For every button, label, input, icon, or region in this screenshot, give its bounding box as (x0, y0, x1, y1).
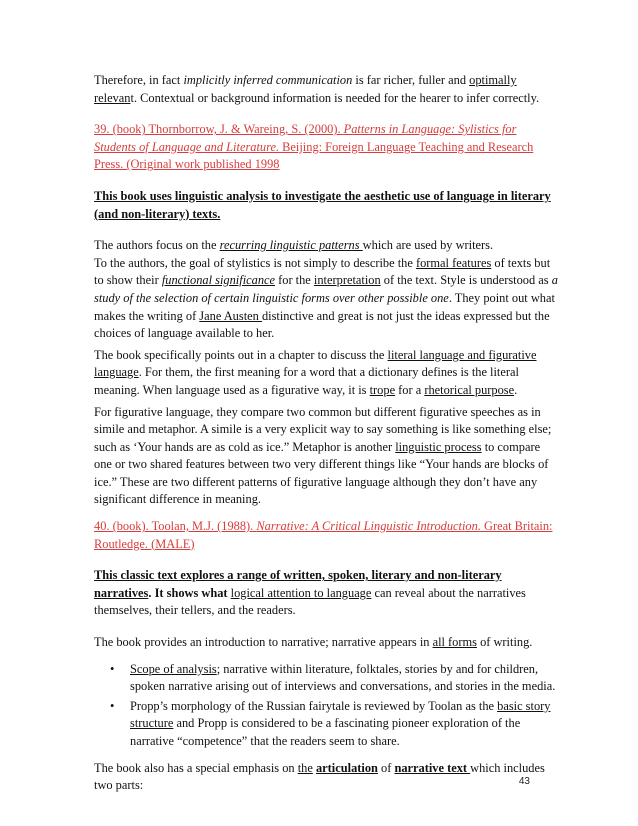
paragraph-classic-text: This classic text explores a range of written, spoken, literary and non-literary narratives. It shows what logical attention to language can reveal about the narratives themselves, their tellers, and the readers. (94, 568, 526, 618)
bullet-icon: • (110, 661, 115, 676)
reference-40: 40. (book). Toolan, M.J. (1988). Narrative: A Critical Linguistic Introduction. Great Britain: Routledge. (MALE) (94, 519, 553, 551)
bullet-icon: • (110, 698, 115, 713)
page-number: 43 (518, 776, 530, 787)
bullet-list (94, 661, 558, 751)
paragraph-figurative-language: For figurative language, they compare two common but different figurative speeches as in simile and metaphor. A simile is a very explicit way to say something is like something else; such as ‘Your hands are as cold as ice.” Metaphor is another linguistic process to compare one or two shared features between two very different things like “Your hands are blocks of ice.” These are two different patterns of figurative language although they don’t have any significant difference in meaning. (94, 404, 552, 507)
emphasis-text: implicitly inferred communication (183, 73, 353, 87)
summary-heading-39: This book uses linguistic analysis to investigate the aesthetic use of language in literary (and non-literary) texts. (94, 188, 551, 221)
reference-title: Patterns in Language: Sylistics for Students of Language and Literature. (94, 122, 517, 154)
reference-title: Narrative: A Critical Linguistic Introduction. (256, 519, 481, 534)
list-item: • Scope of analysis; narrative within literature, folktales, stories by and for children, spoken narrative arising out of interviews and conversations, and stories in the media. (110, 661, 556, 694)
paragraph-inferred-communication: Therefore, in fact implicitly inferred communication is far richer, fuller and optimally relevant. Contextual or background information is needed for the hearer to infer correctly. (94, 73, 540, 105)
reference-39: 39. (book) Thornborrow, J. & Wareing, S. (2000). Patterns in Language: Sylistics for Students of Language and Literature. Beijing: Foreign Language Teaching and Research Press. (Original work published 1998 (94, 122, 534, 172)
paragraph-narrative-intro: The book provides an introduction to narrative; narrative appears in all forms of writing. (94, 635, 533, 650)
paragraph-literal-language: The book specifically points out in a chapter to discuss the literal language and figurative language. For them, the first meaning for a word that a dictionary defines is the literal meaning. When language used as a figurative way, it is trope for a rhetorical purpose. (94, 347, 537, 397)
paragraph-authors-focus: The authors focus on the recurring linguistic patterns which are used by writers. To the authors, the goal of stylistics is not simply to describe the formal features of texts but to show their functional significance for the interpretation of the text. Style is understood as a study of the selection of certain linguistic forms over other possible one. They point out what makes the writing of Jane Austen distinctive and great is not just the ideas expressed but the choices of language available to her. (94, 238, 558, 341)
list-item: • Propp’s morphology of the Russian fairytale is reviewed by Toolan as the basic story structure and Propp is considered to be a fascinating pioneer exploration of the narrative “competence” that the readers seem to share. (110, 698, 551, 748)
underlined-text: optimally relevan (94, 73, 517, 105)
paragraph-articulation: The book also has a special emphasis on the articulation of narrative text which includes two parts: (94, 760, 545, 793)
